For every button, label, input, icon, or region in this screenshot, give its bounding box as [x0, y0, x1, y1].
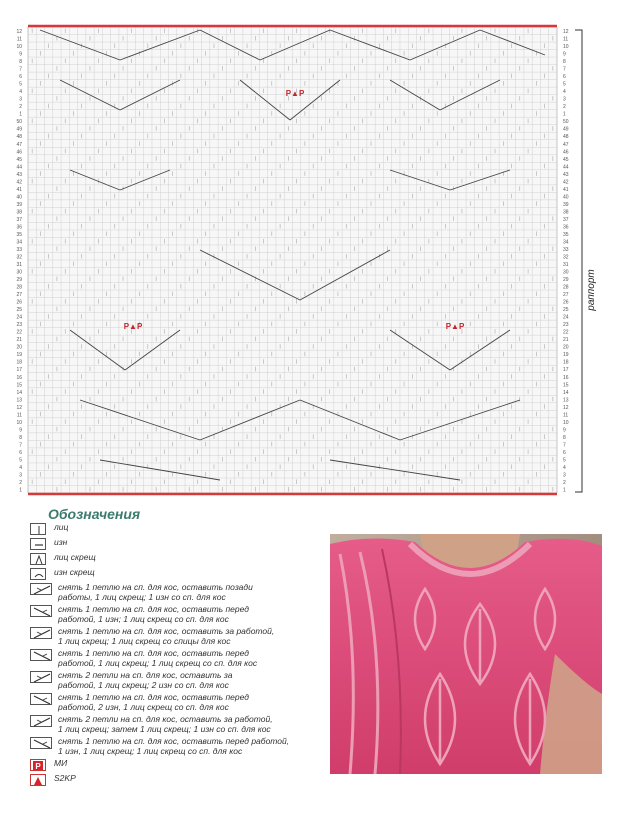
row-number: 1	[563, 487, 566, 494]
legend-item	[30, 758, 330, 771]
row-number: 46	[563, 149, 569, 156]
row-number-left: 42	[16, 179, 22, 186]
decrease-icon	[30, 774, 46, 786]
row-number-left: 10	[16, 419, 22, 426]
cable-front-knit-icon	[30, 649, 52, 661]
row-number: 2	[563, 104, 566, 111]
make-increase-icon	[30, 759, 46, 771]
row-number-left: 6	[19, 74, 22, 81]
row-number-left: 21	[16, 337, 22, 344]
row-number: 37	[563, 216, 569, 223]
row-number: 35	[563, 231, 569, 238]
row-number: 4	[563, 89, 566, 96]
row-number: 36	[563, 224, 569, 231]
twisted-purl-icon	[30, 568, 46, 580]
row-number: 13	[563, 397, 569, 404]
knit-stitch-icon	[30, 523, 46, 535]
row-number-left: 29	[16, 277, 22, 284]
legend-text: снять 1 петлю на сп. для кос, оставить позади работы, 1 лиц скрещ; 1 изн со сп. для кос	[58, 582, 253, 602]
row-number: 26	[563, 299, 569, 306]
row-number-left: 2	[19, 104, 22, 111]
row-number: 12	[563, 29, 569, 36]
row-number: 31	[563, 262, 569, 269]
row-number-left: 46	[16, 149, 22, 156]
row-number-left: 36	[16, 224, 22, 231]
row-number-left: 12	[16, 29, 22, 36]
legend-text: снять 1 петлю на сп. для кос, оставить перед работой, 1 изн; 1 лиц скрещ со сп. для кос	[58, 604, 249, 624]
row-number: 42	[563, 179, 569, 186]
row-number: 5	[563, 81, 566, 88]
pap-mark: P▲P	[285, 89, 305, 98]
row-number-left: 1	[19, 487, 22, 494]
row-number-left: 5	[19, 81, 22, 88]
row-number-left: 14	[16, 389, 22, 396]
sweater-photo-image	[330, 534, 602, 774]
row-number-left: 20	[16, 344, 22, 351]
row-number: 49	[563, 126, 569, 133]
row-number-left: 50	[16, 119, 22, 126]
row-number: 20	[563, 344, 569, 351]
legend-title: Обозначения	[48, 506, 141, 522]
row-number-left: 41	[16, 186, 22, 193]
row-number: 22	[563, 329, 569, 336]
repeat-label: раппорт	[586, 269, 597, 311]
purl-stitch-icon	[30, 538, 46, 550]
row-number: 4	[563, 464, 566, 471]
row-number-left: 24	[16, 314, 22, 321]
row-number: 28	[563, 284, 569, 291]
row-number: 40	[563, 194, 569, 201]
row-number-left: 9	[19, 51, 22, 58]
row-number: 14	[563, 389, 569, 396]
row-number: 18	[563, 359, 569, 366]
row-number: 29	[563, 277, 569, 284]
sweater-photo	[330, 534, 602, 774]
row-number: 16	[563, 374, 569, 381]
row-number-left: 49	[16, 126, 22, 133]
row-number: 41	[563, 186, 569, 193]
row-number: 1	[563, 111, 566, 118]
row-number: 33	[563, 246, 569, 253]
row-number-left: 2	[19, 479, 22, 486]
twisted-knit-icon	[30, 553, 46, 565]
row-number-left: 16	[16, 374, 22, 381]
row-number: 10	[563, 44, 569, 51]
legend-item	[30, 736, 330, 756]
row-number-left: 27	[16, 292, 22, 299]
row-number: 3	[563, 472, 566, 479]
legend-item	[30, 537, 330, 550]
legend-text: S2KP	[54, 773, 76, 783]
pap-mark: P▲P	[123, 322, 143, 331]
row-number: 32	[563, 254, 569, 261]
legend-text: лиц скрещ	[54, 552, 96, 562]
row-number-left: 31	[16, 262, 22, 269]
legend-item	[30, 670, 330, 690]
row-number-left: 38	[16, 209, 22, 216]
legend-text: снять 2 петли на сп. для кос, оставить за работой, 1 лиц скрещ; затем 1 лиц скрещ; 1 изн со сп. для кос	[58, 714, 273, 734]
row-number-left: 13	[16, 397, 22, 404]
row-number: 21	[563, 337, 569, 344]
cable-back-2-2-icon	[30, 715, 52, 727]
row-number-left: 40	[16, 194, 22, 201]
legend-text: изн	[54, 537, 68, 547]
row-number: 11	[563, 412, 569, 419]
row-number: 11	[563, 36, 569, 43]
legend-text: МИ	[54, 758, 68, 768]
legend-item	[30, 552, 330, 565]
row-number-left: 8	[19, 434, 22, 441]
repeat-bracket	[575, 30, 582, 492]
cable-front-1-2-icon	[30, 693, 52, 705]
legend-item	[30, 567, 330, 580]
legend-item	[30, 604, 330, 624]
row-number: 17	[563, 367, 569, 374]
row-number-left: 10	[16, 44, 22, 51]
row-number-left: 9	[19, 427, 22, 434]
row-number-left: 47	[16, 141, 22, 148]
row-number-left: 3	[19, 96, 22, 103]
row-number: 8	[563, 434, 566, 441]
row-number-left: 32	[16, 254, 22, 261]
row-number-left: 33	[16, 246, 22, 253]
row-number-left: 28	[16, 284, 22, 291]
row-number-left: 4	[19, 464, 22, 471]
row-number-left: 26	[16, 299, 22, 306]
row-number: 27	[563, 292, 569, 299]
row-number-left: 11	[16, 36, 22, 43]
row-number: 38	[563, 209, 569, 216]
row-number-left: 4	[19, 89, 22, 96]
legend-item	[30, 773, 330, 786]
row-number: 5	[563, 457, 566, 464]
legend-text: снять 1 петлю на сп. для кос, оставить перед работой, 1 изн, 1 лиц скрещ; 1 лиц скрещ со сп. для кос	[58, 736, 290, 756]
row-number: 7	[563, 66, 566, 73]
row-number-left: 18	[16, 359, 22, 366]
cable-back-knit-icon	[30, 627, 52, 639]
row-number-left: 37	[16, 216, 22, 223]
row-number-left: 25	[16, 307, 22, 314]
row-number: 10	[563, 419, 569, 426]
legend-text: изн скрещ	[54, 567, 95, 577]
cable-front-1-3-icon	[30, 737, 52, 749]
row-number-left: 17	[16, 367, 22, 374]
legend	[30, 522, 330, 788]
row-number-left: 48	[16, 134, 22, 141]
row-number-left: 7	[19, 442, 22, 449]
row-number-left: 1	[19, 111, 22, 118]
row-number-left: 8	[19, 59, 22, 66]
row-number: 12	[563, 404, 569, 411]
legend-item	[30, 522, 330, 535]
row-number: 43	[563, 171, 569, 178]
legend-text: лиц	[54, 522, 69, 532]
pap-mark: P▲P	[445, 322, 465, 331]
row-number-left: 11	[16, 412, 22, 419]
row-number: 7	[563, 442, 566, 449]
row-number: 25	[563, 307, 569, 314]
row-number-left: 34	[16, 239, 22, 246]
row-number-left: 12	[16, 404, 22, 411]
row-number-left: 19	[16, 352, 22, 359]
row-number-left: 15	[16, 382, 22, 389]
legend-text: снять 2 петли на сп. для кос, оставить за работой, 1 лиц скрещ; 2 изн со сп. для кос	[58, 670, 233, 690]
row-number: 19	[563, 352, 569, 359]
row-number-left: 35	[16, 231, 22, 238]
cable-back-1-1-icon	[30, 583, 52, 595]
legend-text: снять 1 петлю на сп. для кос, оставить перед работой, 1 лиц скрещ; 1 лиц скрещ со сп. для кос	[58, 648, 258, 668]
cable-front-1-1-icon	[30, 605, 52, 617]
row-number: 34	[563, 239, 569, 246]
legend-item	[30, 626, 330, 646]
row-number-left: 5	[19, 457, 22, 464]
row-number: 50	[563, 119, 569, 126]
row-number-left: 44	[16, 164, 22, 171]
row-number: 3	[563, 96, 566, 103]
row-number-left: 45	[16, 156, 22, 163]
row-number: 24	[563, 314, 569, 321]
row-number-left: 3	[19, 472, 22, 479]
row-number: 44	[563, 164, 569, 171]
row-number: 8	[563, 59, 566, 66]
row-number-left: 7	[19, 66, 22, 73]
row-number: 39	[563, 201, 569, 208]
row-number-left: 6	[19, 449, 22, 456]
row-number-left: 39	[16, 201, 22, 208]
row-number: 45	[563, 156, 569, 163]
svg-text:P: P	[35, 762, 41, 771]
legend-item	[30, 648, 330, 668]
row-number: 47	[563, 141, 569, 148]
legend-item	[30, 714, 330, 734]
legend-item	[30, 582, 330, 602]
row-number: 30	[563, 269, 569, 276]
legend-text: снять 1 петлю на сп. для кос, оставить перед работой, 2 изн, 1 лиц скрещ со сп. для кос	[58, 692, 249, 712]
row-number: 6	[563, 449, 566, 456]
legend-item	[30, 692, 330, 712]
row-number: 6	[563, 74, 566, 81]
row-number: 9	[563, 51, 566, 58]
cable-back-2-1-icon	[30, 671, 52, 683]
row-number: 48	[563, 134, 569, 141]
row-number-left: 30	[16, 269, 22, 276]
row-number-left: 22	[16, 329, 22, 336]
row-number: 23	[563, 322, 569, 329]
row-number: 15	[563, 382, 569, 389]
row-number-left: 43	[16, 171, 22, 178]
row-number-left: 23	[16, 322, 22, 329]
legend-text: снять 1 петлю на сп. для кос, оставить за работой, 1 лиц скрещ; 1 лиц скрещ со спицы для кос	[58, 626, 275, 646]
row-number: 2	[563, 479, 566, 486]
row-number: 9	[563, 427, 566, 434]
